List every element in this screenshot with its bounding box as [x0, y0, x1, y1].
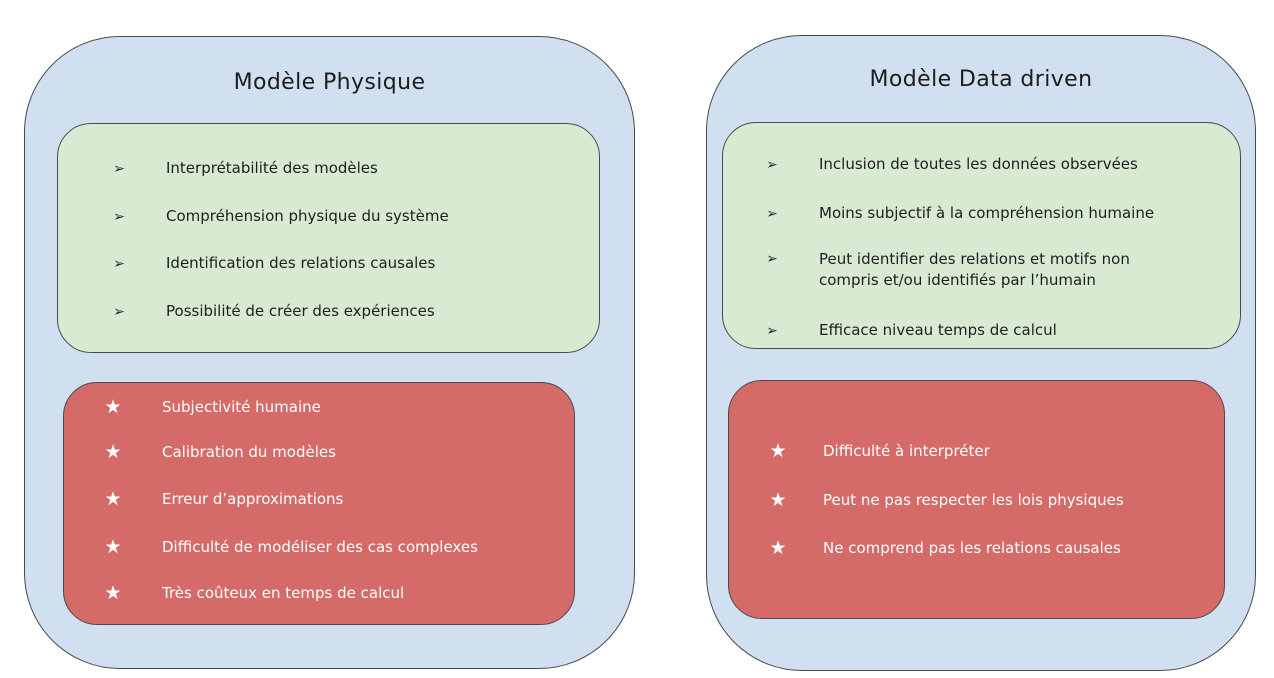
list-item: [723, 249, 1240, 291]
list-item-text: Ne comprend pas les relations causales: [823, 539, 1121, 557]
list-item-text: Moins subjectif à la compréhension humaine: [819, 204, 1155, 222]
list-item-text: Inclusion de toutes les données observées: [819, 155, 1138, 173]
list-item: [64, 537, 574, 558]
list-item-text: Compréhension physique du système: [166, 207, 449, 225]
list-item-text: Très coûteux en temps de calcul: [162, 584, 405, 602]
arrow-bullet-icon: ➢: [766, 322, 778, 339]
arrow-bullet-icon: ➢: [766, 156, 778, 173]
star-bullet-icon: ★: [769, 537, 787, 559]
advantages-box: [722, 122, 1241, 349]
list-item-text: Difficulté de modéliser des cas complexes: [162, 538, 478, 556]
arrow-bullet-icon: ➢: [766, 251, 778, 267]
list-item: [64, 397, 574, 418]
arrow-bullet-icon: ➢: [766, 205, 778, 222]
disadvantages-box: [728, 380, 1225, 619]
list-item: [723, 320, 1240, 341]
data-driven-model-panel: [706, 35, 1256, 671]
star-bullet-icon: ★: [104, 396, 122, 418]
physical-model-panel: [24, 36, 635, 669]
star-bullet-icon: ★: [104, 536, 122, 558]
advantages-box: [57, 123, 600, 353]
arrow-bullet-icon: ➢: [113, 255, 125, 272]
list-item-text: Efficace niveau temps de calcul: [819, 321, 1057, 339]
panel-title: Modèle Data driven: [869, 67, 1093, 92]
list-item-text: Identification des relations causales: [166, 254, 436, 272]
star-bullet-icon: ★: [769, 440, 787, 462]
list-item: [729, 490, 1224, 511]
arrow-bullet-icon: ➢: [113, 303, 125, 320]
list-item-text: Peut identifier des relations et motifs non compris et/ou identifiés par l’humain: [819, 250, 1130, 289]
star-bullet-icon: ★: [104, 441, 122, 463]
list-item-text: Interprétabilité des modèles: [166, 159, 378, 177]
star-bullet-icon: ★: [104, 488, 122, 510]
list-item-text: Subjectivité humaine: [162, 398, 321, 416]
list-item: [723, 203, 1240, 224]
arrow-bullet-icon: ➢: [113, 160, 125, 177]
list-item: [64, 442, 574, 463]
list-item: [729, 538, 1224, 559]
list-item-text: Erreur d’approximations: [162, 490, 344, 508]
arrow-bullet-icon: ➢: [113, 208, 125, 225]
list-item-text: Peut ne pas respecter les lois physiques: [823, 491, 1124, 509]
star-bullet-icon: ★: [769, 489, 787, 511]
list-item: [723, 154, 1240, 175]
list-item-text: Difficulté à interpréter: [823, 442, 990, 460]
disadvantages-box: [63, 382, 575, 625]
star-bullet-icon: ★: [104, 582, 122, 604]
list-item: [58, 206, 599, 227]
list-item-text: Calibration du modèles: [162, 443, 336, 461]
panel-title: Modèle Physique: [233, 70, 426, 95]
list-item: [58, 158, 599, 179]
list-item: [64, 489, 574, 510]
list-item: [729, 441, 1224, 462]
list-item: [58, 253, 599, 274]
list-item-text: Possibilité de créer des expériences: [166, 302, 435, 320]
list-item: [58, 301, 599, 322]
list-item: [64, 583, 574, 604]
